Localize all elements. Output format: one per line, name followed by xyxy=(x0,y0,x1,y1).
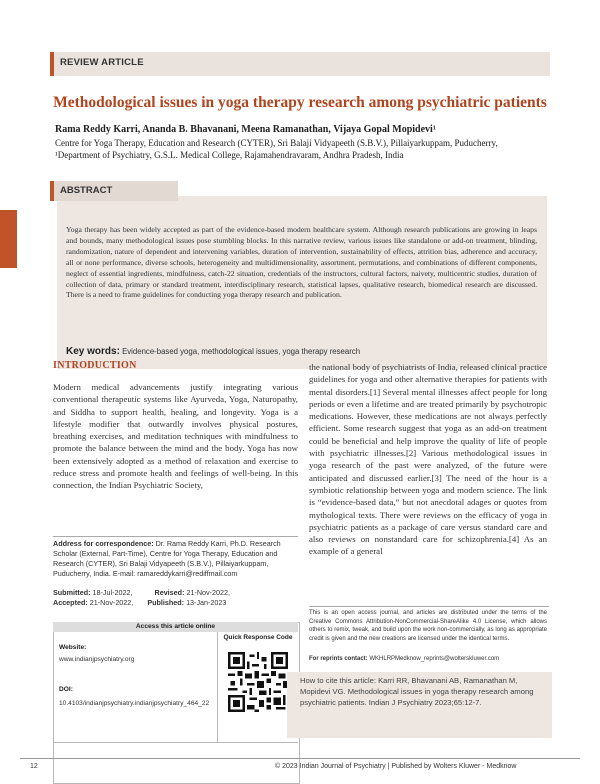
side-color-tab xyxy=(0,210,17,268)
dates-row-1 xyxy=(53,588,298,598)
footer-divider xyxy=(20,758,580,759)
section-label-accent xyxy=(50,52,54,76)
keywords-label: Key words: xyxy=(66,346,120,357)
accepted-date: 21-Nov-2022, xyxy=(89,598,134,607)
correspondence-block xyxy=(53,539,298,608)
revised-date: 21-Nov-2022, xyxy=(186,588,231,597)
introduction-heading: INTRODUCTION xyxy=(53,360,137,371)
correspondence-label: Address for correspondence: xyxy=(53,539,154,548)
abstract-text: Yoga therapy has been widely accepted as part of the evidence-based modern healthcare system. Although research publications are growing in leaps and bounds, many methodological issues pose stumbling blocks. In this narrative review, various issues like standalone or add-on treatment, blinding, randomization, nature of dependent and intervening variables, duration of intervention, sustainability of effects, attrition bias, adherence and accuracy, all or none performance, diverse schools, heterogeneity and multidimensionality, assortment, permutations, and combinations of different components, neglect of essential ingredients, mindfulness, catch-22 situation, credentials of the instructors, cultural factors, naivety, multicentric studies, duration of collection of data, primary or standard treatment, interdisciplinary research, statistical lapses, qualitative research, biomedical research are discussed. There is a need to frame guidelines for conducting yoga therapy research and publication. xyxy=(66,225,537,300)
email-label: E-mail: xyxy=(112,569,136,578)
section-label: REVIEW ARTICLE xyxy=(60,57,144,68)
introduction-column-1: Modern medical advancements justify integrating various conventional therapeutic systems like Ayurveda, Yoga, Naturopathy, and Siddha to support health, healing, and longevity. Yoga is a lifestyle modifier that outwardly involves physical postures, breathing exercises, and meditation techniques with mindfulness to promote the balance between the mind and the body. Yoga has now been extensively adopted as a method of relaxation and exercise to reduce stress and promote health and feelings of well-being. In this connection, the Indian Psychiatric Society, xyxy=(53,382,298,491)
accepted-label: Accepted: xyxy=(53,598,88,607)
abstract-label: ABSTRACT xyxy=(60,185,113,196)
correspondence-text: Dr. Rama Reddy Karri, Ph.D. Research Scholar (External, Part-Time), Centre for Yoga Therapy, Education and Research (CYTER), Sri Balaji Vidyapeeth (S.B.V.), Pillaiyarkuppam, Puducherry, India. xyxy=(53,539,281,578)
divider xyxy=(217,632,218,742)
reprints-line xyxy=(309,656,499,662)
keywords-list: Evidence-based yoga, methodological issues, yoga therapy research xyxy=(122,347,361,356)
email-link[interactable]: ramareddykarri@rediffmail.com xyxy=(137,569,238,578)
doi-link[interactable]: 10.4103/indianjpsychiatry.indianjpsychiatry_464_22 xyxy=(59,700,210,707)
access-title: Access this article online xyxy=(135,623,216,630)
submitted-date: 18-Jul-2022, xyxy=(92,588,133,597)
divider xyxy=(53,742,298,743)
keywords xyxy=(66,346,360,357)
affiliation-2: ¹Department of Psychiatry, G.S.L. Medical College, Rajamahendravaram, Andhra Pradesh, India xyxy=(55,150,404,160)
published-label: Published: xyxy=(147,598,185,607)
qr-label: Quick Response Code xyxy=(223,634,293,641)
license-text: This is an open access journal, and articles are distributed under the terms of the Creative Commons Attribution-NonCommercial-ShareAlike 4.0 License, which allows others to remix, tweak, and build upon the work non-commercially, as long as appropriate credit is given and the new creations are licensed under the identical terms. xyxy=(309,610,547,642)
submitted-label: Submitted: xyxy=(53,588,91,597)
abstract-label-accent xyxy=(50,181,54,201)
divider xyxy=(309,606,549,607)
revised-label: Revised: xyxy=(154,588,185,597)
introduction-column-2: the national body of psychiatrists of India, released clinical practice guidelines for yoga and other alternative therapies for patients with mental disorders.[1] Several mental illnesses affect people for long periods or even a lifetime and are treated primarily by psychotropic medications. However, these medications are not always perfectly efficient. Some research suggest that yoga as an add-on treatment could be beneficial and help improve the quality of life of people with psychiatric illnesses.[2] Various methodological issues in yoga research of the past were analyzed, of the future were anticipated and discussed earlier.[3] The need of the hour is a symbiotic relationship between yoga and modern science. The link is “evidence-based data,” but not anecdotal adages or quotes from mythological texts. There were reviews on the efficacy of yoga in psychiatric patients as a package of care versus standard care and also reviews on nonstandard care for schizophrenia.[4] As an example of a general xyxy=(309,362,547,557)
page-number: 12 xyxy=(30,763,38,770)
reprints-email[interactable]: WKHLRPMedknow_reprints@wolterskluwer.com xyxy=(369,656,500,662)
divider xyxy=(53,536,298,537)
reprints-label: For reprints contact: xyxy=(309,656,368,662)
article-title: Methodological issues in yoga therapy research among psychiatric patients xyxy=(53,94,547,111)
author-list: Rama Reddy Karri, Ananda B. Bhavanani, Meena Ramanathan, Vijaya Gopal Mopidevi¹ xyxy=(55,124,436,135)
dates-row-2 xyxy=(53,598,298,608)
website-label: Website: xyxy=(59,644,87,651)
published-date: 13-Jan-2023 xyxy=(186,598,227,607)
doi-label: DOI: xyxy=(59,686,73,693)
citation-text: How to cite this article: Karri RR, Bhavanani AB, Ramanathan M, Mopidevi VG. Methodological issues in yoga therapy research among psychiatric patients. Indian J Psychiatry 2023;65:12-7. xyxy=(300,676,534,707)
affiliation-1: Centre for Yoga Therapy, Education and Research (CYTER), Sri Balaji Vidyapeeth (S.B.V.), Pillaiyarkuppam, Puducherry, xyxy=(55,138,498,148)
website-link[interactable]: www.indianjpsychiatry.org xyxy=(59,656,135,663)
footer-copyright: © 2023 Indian Journal of Psychiatry | Published by Wolters Kluwer - Medknow xyxy=(275,763,517,770)
